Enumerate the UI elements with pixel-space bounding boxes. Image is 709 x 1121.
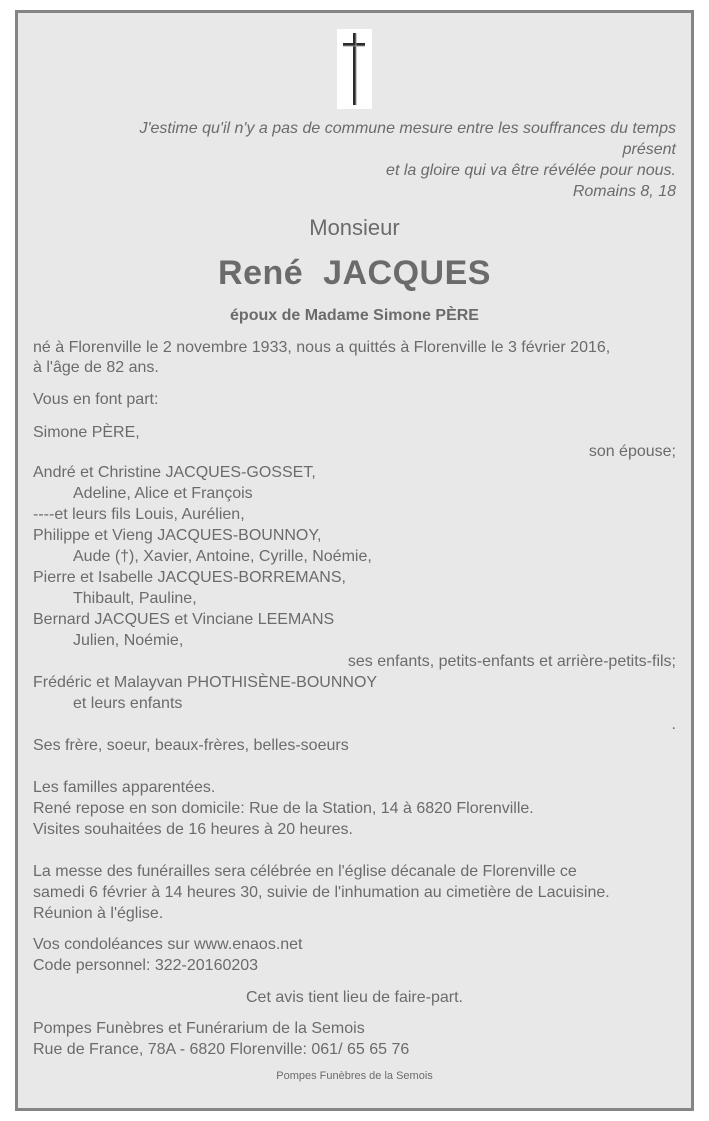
- birth-line-2: à l'âge de 82 ans.: [33, 359, 159, 376]
- cross-frame: [337, 29, 372, 109]
- birth-line-1: né à Florenville le 2 novembre 1933, nous a quittés à Florenville le 3 février 2016,: [33, 339, 611, 356]
- notice-line: Cet avis tient lieu de faire-part.: [246, 989, 463, 1006]
- quote-line-2: présent: [622, 141, 676, 158]
- cross-icon: [337, 29, 372, 109]
- announce-line: Vous en font part:: [33, 391, 159, 408]
- funeral-line-2: samedi 6 février à 14 heures 30, suivie de l'inhumation au cimetière de Lacuisine.: [33, 884, 610, 901]
- condolences-line-1: Vos condoléances sur www.enaos.net: [33, 936, 303, 953]
- family-siblings: Ses frère, soeur, beaux-frères, belles-soeurs: [33, 737, 349, 754]
- family-line-philippe: Philippe et Vieng JACQUES-BOUNNOY,: [33, 527, 322, 544]
- funeral-line-1: La messe des funérailles sera célébrée en l'église décanale de Florenville ce: [33, 863, 577, 880]
- family-line-andre: André et Christine JACQUES-GOSSET,: [33, 464, 316, 481]
- family-line-andre-grandkids: ----et leurs fils Louis, Aurélien,: [33, 506, 245, 523]
- footer-credit: Pompes Funèbres de la Semois: [276, 1070, 433, 1082]
- family-line-pierre: Pierre et Isabelle JACQUES-BORREMANS,: [33, 569, 346, 586]
- family-line-bernard-kids: Julien, Noémie,: [73, 632, 184, 649]
- family-line-pierre-kids: Thibault, Pauline,: [73, 590, 197, 607]
- funeral-home-line-2: Rue de France, 78A - 6820 Florenville: 061/ 65 65 76: [33, 1041, 410, 1058]
- obituary-card: [15, 10, 694, 1111]
- family-line-andre-kids: Adeline, Alice et François: [73, 485, 253, 502]
- visit-line-1: René repose en son domicile: Rue de la Station, 14 à 6820 Florenville.: [33, 800, 534, 817]
- family-line-bernard: Bernard JACQUES et Vinciane LEEMANS: [33, 611, 335, 628]
- family-spouse-name: Simone PÈRE,: [33, 424, 140, 441]
- funeral-home-line-1: Pompes Funèbres et Funérarium de la Semois: [33, 1020, 365, 1037]
- family-relatives: Les familles apparentées.: [33, 779, 216, 796]
- family-line-frederic: Frédéric et Malayvan PHOTHISÈNE-BOUNNOY: [33, 674, 378, 691]
- family-period: .: [671, 716, 676, 733]
- spouse-line: époux de Madame Simone PÈRE: [230, 307, 479, 324]
- family-spouse-role: son épouse;: [588, 443, 676, 460]
- family-line-philippe-kids: Aude (†), Xavier, Antoine, Cyrille, Noémie,: [73, 548, 372, 565]
- family-children-role: ses enfants, petits-enfants et arrière-petits-fils;: [347, 653, 676, 670]
- funeral-line-3: Réunion à l'église.: [33, 905, 164, 922]
- family-line-frederic-kids: et leurs enfants: [73, 695, 183, 712]
- condolences-line-2: Code personnel: 322-20160203: [33, 957, 259, 974]
- quote-line-3: et la gloire qui va être révélée pour nous.: [386, 162, 676, 179]
- quote-line-1: J'estime qu'il n'y a pas de commune mesure entre les souffrances du temps: [139, 120, 676, 137]
- visit-line-2: Visites souhaitées de 16 heures à 20 heures.: [33, 821, 353, 838]
- honorific: Monsieur: [309, 215, 400, 240]
- deceased-name: René JACQUES: [218, 254, 491, 292]
- quote-reference: Romains 8, 18: [572, 183, 676, 200]
